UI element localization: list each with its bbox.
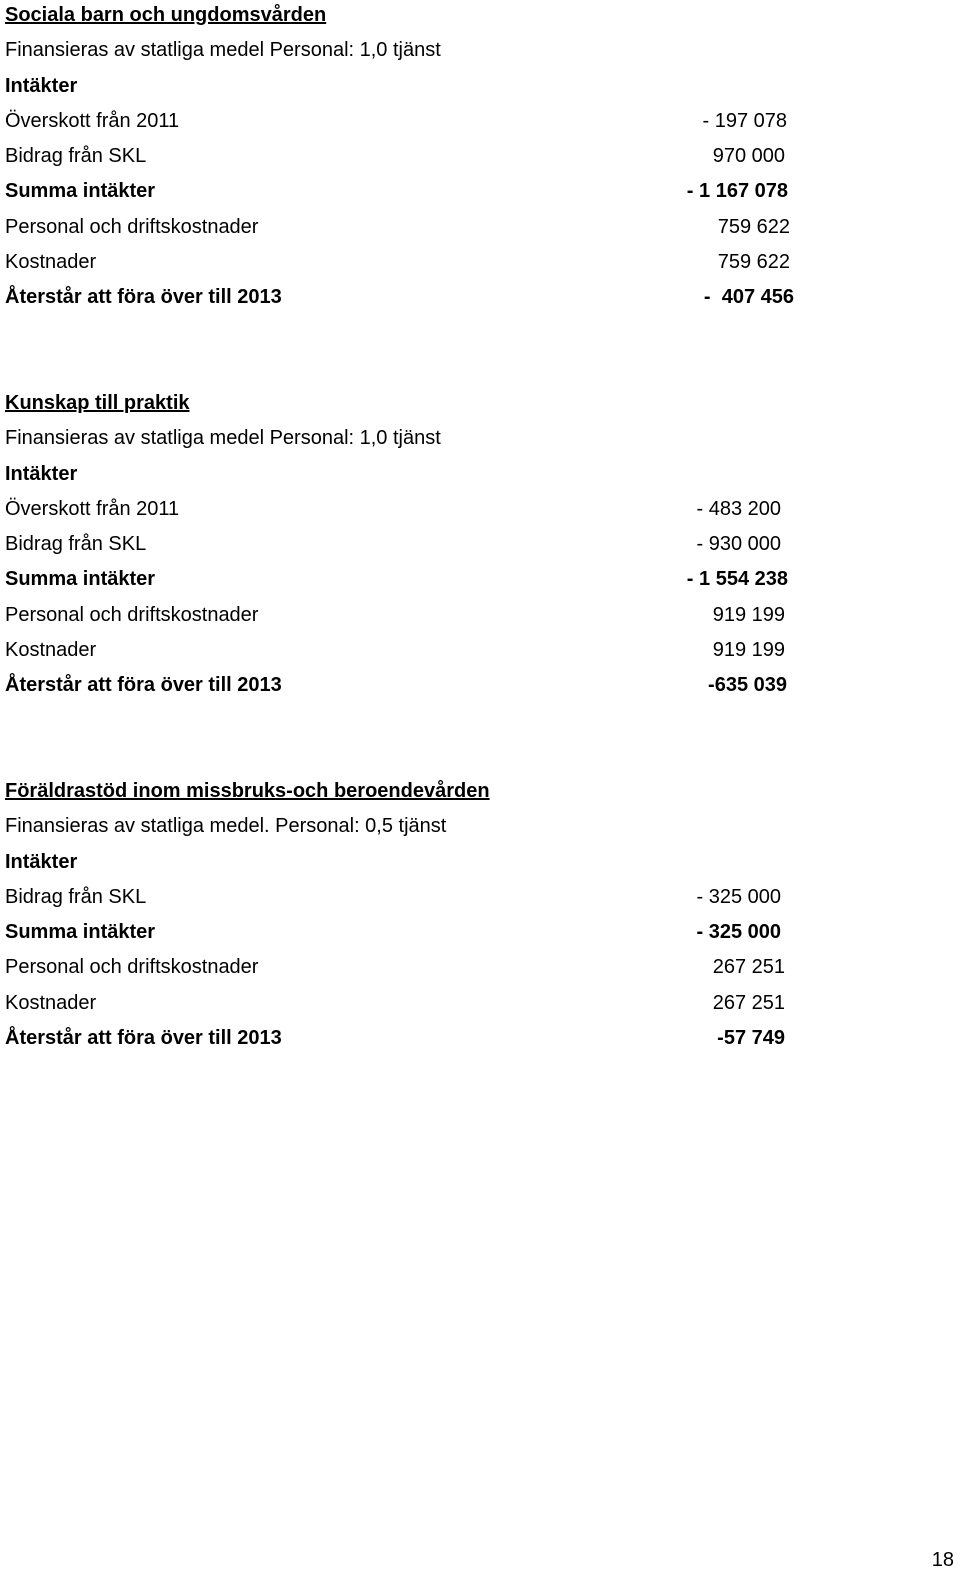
table-row: [5, 529, 805, 564]
section-title: Föräldrastöd inom missbruks-och beroendevården: [5, 780, 490, 802]
row-value: 267 251: [712, 956, 785, 979]
row-label: Summa intäkter: [5, 921, 156, 944]
row-value: 919 199: [712, 639, 785, 662]
section-sociala-barn: [5, 0, 805, 318]
row-label: Summa intäkter: [5, 180, 156, 203]
row-label: Personal och driftskostnader: [5, 956, 259, 979]
row-value: - 407 456: [703, 286, 794, 309]
table-row: [5, 635, 805, 670]
row-value: - 325 000: [696, 885, 781, 908]
row-value: -635 039: [708, 674, 787, 697]
income-header: Intäkter: [5, 850, 78, 873]
row-value: 267 251: [712, 991, 785, 1014]
funding-row: [5, 423, 805, 458]
table-row: [5, 1023, 805, 1058]
section-title: Sociala barn och ungdomsvården: [5, 4, 327, 26]
table-row: [5, 952, 805, 987]
section-title-row: [5, 388, 805, 423]
income-header: Intäkter: [5, 74, 78, 97]
table-row: [5, 106, 805, 141]
section-kunskap-till-praktik: [5, 388, 805, 706]
income-header: Intäkter: [5, 462, 78, 485]
page-number: 18: [931, 1549, 954, 1571]
row-label: Kostnader: [5, 639, 97, 662]
funding-text: Finansieras av statliga medel Personal: 1,0 tjänst: [5, 39, 441, 62]
row-label: Personal och driftskostnader: [5, 215, 259, 238]
section-title-row: [5, 0, 805, 35]
table-row: [5, 882, 805, 917]
table-row: [5, 600, 805, 635]
row-value: - 930 000: [696, 533, 781, 556]
row-label: Återstår att föra över till 2013: [5, 286, 282, 309]
income-header-row: [5, 459, 805, 494]
row-value: - 1 554 238: [686, 568, 788, 591]
row-value: 759 622: [717, 251, 790, 274]
row-label: Återstår att föra över till 2013: [5, 1027, 282, 1050]
table-row: [5, 564, 805, 599]
table-row: [5, 917, 805, 952]
funding-row: [5, 811, 805, 846]
table-row: [5, 212, 805, 247]
table-row: [5, 247, 805, 282]
funding-text: Finansieras av statliga medel. Personal: 0,5 tjänst: [5, 815, 447, 838]
row-value: - 197 078: [702, 109, 787, 132]
row-label: Bidrag från SKL: [5, 885, 147, 908]
table-row: [5, 670, 805, 705]
row-label: Personal och driftskostnader: [5, 603, 259, 626]
row-label: Överskott från 2011: [5, 497, 180, 520]
section-foraldrastod: [5, 776, 805, 1058]
row-value: - 483 200: [696, 497, 781, 520]
table-row: [5, 988, 805, 1023]
table-row: [5, 282, 805, 317]
row-label: Kostnader: [5, 991, 97, 1014]
section-title-row: [5, 776, 805, 811]
row-value: 919 199: [712, 603, 785, 626]
income-header-row: [5, 71, 805, 106]
funding-row: [5, 35, 805, 70]
row-value: 759 622: [717, 215, 790, 238]
row-value: - 1 167 078: [686, 180, 788, 203]
row-label: Återstår att föra över till 2013: [5, 674, 282, 697]
table-row: [5, 494, 805, 529]
row-value: 970 000: [712, 145, 785, 168]
table-row: [5, 141, 805, 176]
section-title: Kunskap till praktik: [5, 392, 190, 414]
row-value: -57 749: [717, 1027, 785, 1050]
funding-text: Finansieras av statliga medel Personal: 1,0 tjänst: [5, 427, 441, 450]
row-value: - 325 000: [696, 921, 781, 944]
row-label: Kostnader: [5, 251, 97, 274]
table-row: [5, 176, 805, 211]
row-label: Bidrag från SKL: [5, 533, 147, 556]
row-label: Överskott från 2011: [5, 109, 180, 132]
row-label: Summa intäkter: [5, 568, 156, 591]
row-label: Bidrag från SKL: [5, 145, 147, 168]
income-header-row: [5, 847, 805, 882]
